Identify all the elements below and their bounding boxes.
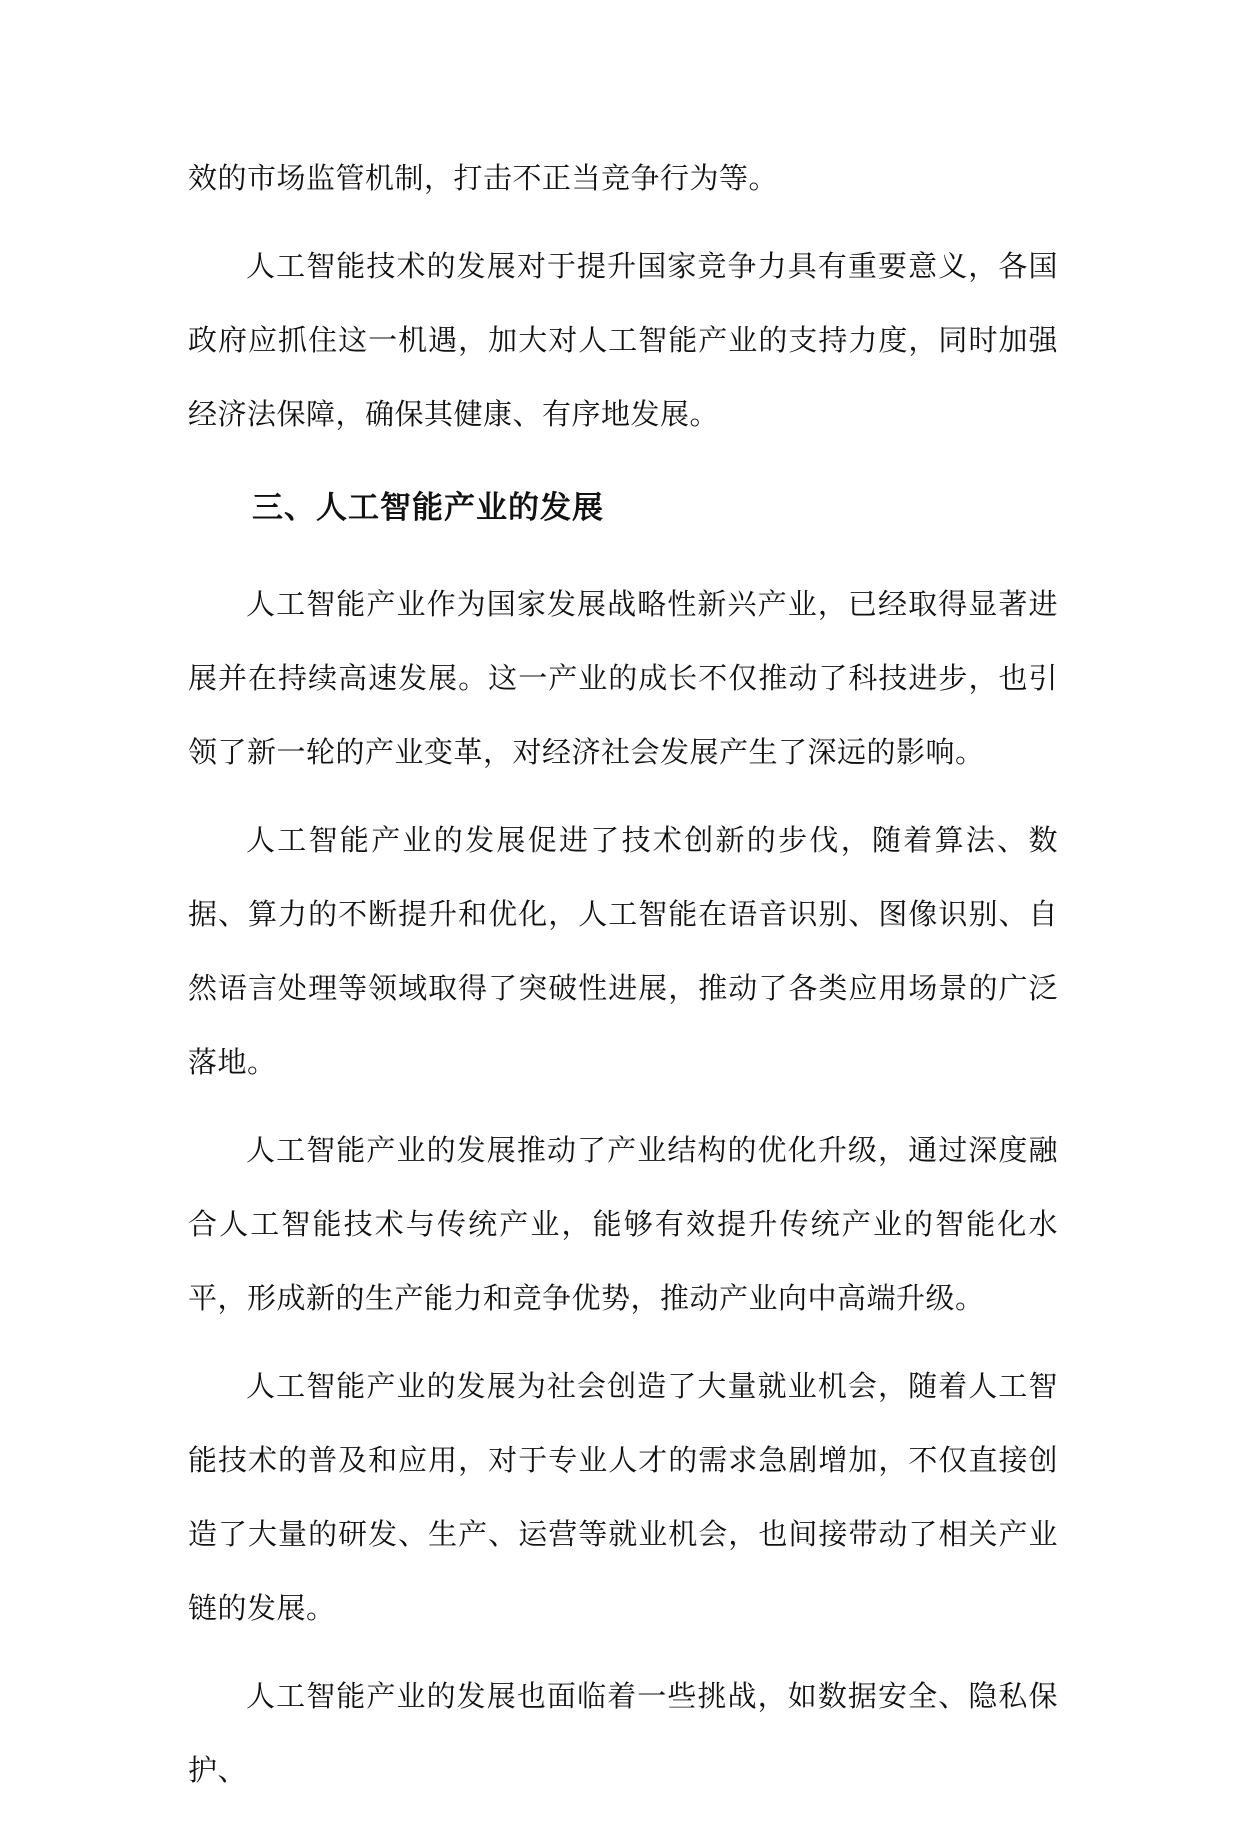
paragraph-industrial-upgrade: 人工智能产业的发展推动了产业结构的优化升级，通过深度融合人工智能技术与传统产业，能够有效提升传统产业的智能化水平，形成新的生产能力和竞争优势，推动产业向中高端升级。	[188, 1133, 1058, 1315]
paragraph-national-competitiveness: 人工智能技术的发展对于提升国家竞争力具有重要意义，各国政府应抓住这一机遇，加大对人工智能产业的支持力度，同时加强经济法保障，确保其健康、有序地发展。	[188, 249, 1058, 431]
document-body	[188, 141, 1058, 1821]
paragraph-technology-innovation: 人工智能产业的发展促进了技术创新的步伐，随着算法、数据、算力的不断提升和优化，人工智能在语音识别、图像识别、自然语言处理等领域取得了突破性进展，推动了各类应用场景的广泛落地。	[188, 823, 1058, 1079]
paragraph-industry-progress: 人工智能产业作为国家发展战略性新兴产业，已经取得显著进展并在持续高速发展。这一产业的成长不仅推动了科技进步，也引领了新一轮的产业变革，对经济社会发展产生了深远的影响。	[188, 587, 1058, 769]
section-heading: 三、人工智能产业的发展	[252, 490, 604, 526]
paragraph-challenges: 人工智能产业的发展也面临着一些挑战，如数据安全、隐私保护、	[188, 1679, 1058, 1787]
continued-paragraph: 效的市场监管机制，打击不正当竞争行为等。	[188, 161, 779, 195]
paragraph-employment: 人工智能产业的发展为社会创造了大量就业机会，随着人工智能技术的普及和应用，对于专业人才的需求急剧增加，不仅直接创造了大量的研发、生产、运营等就业机会，也间接带动了相关产业链的发展。	[188, 1369, 1058, 1625]
